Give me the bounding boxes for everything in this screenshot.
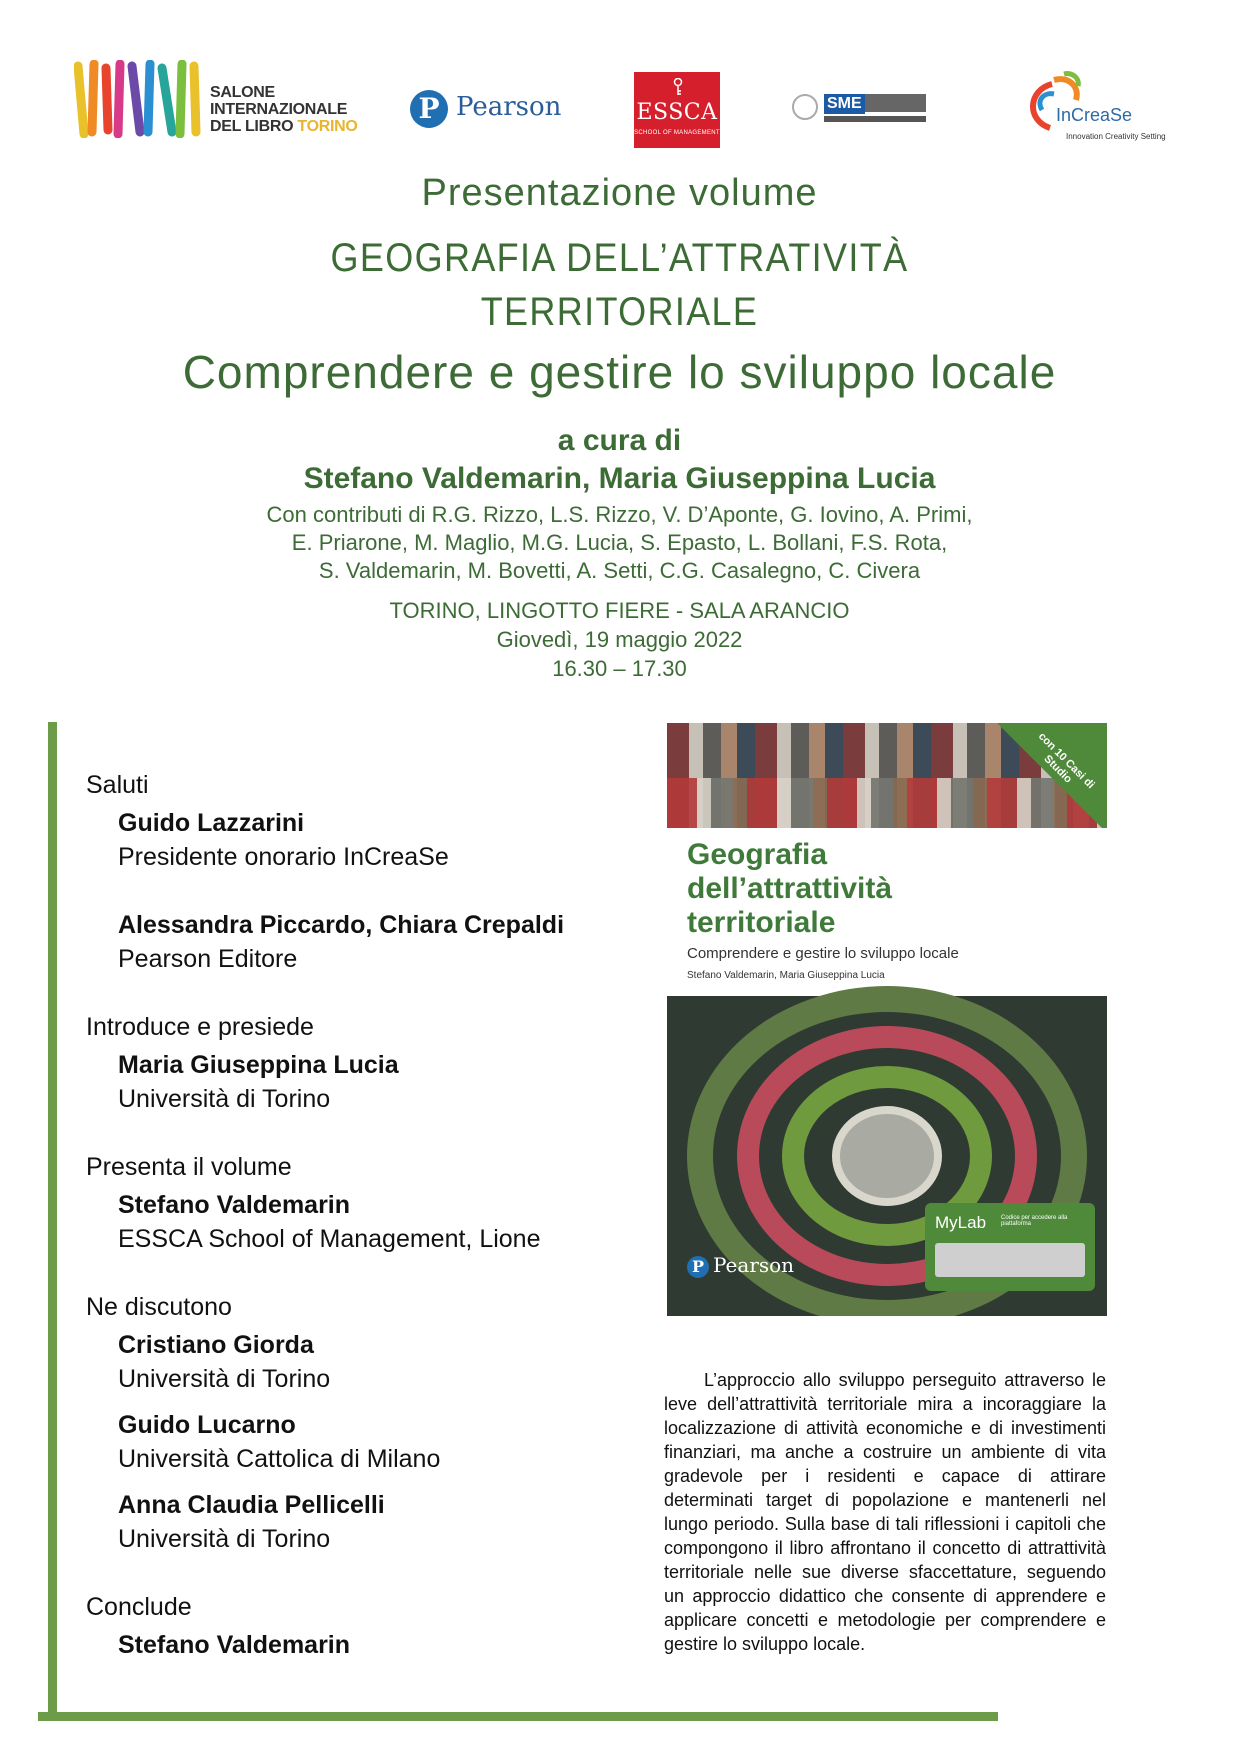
cover-publisher: P Pearson bbox=[687, 1253, 794, 1278]
event-date: Giovedì, 19 maggio 2022 bbox=[496, 627, 743, 652]
speaker-name: Anna Claudia Pellicelli bbox=[118, 1491, 385, 1519]
mylab-code-field bbox=[935, 1243, 1085, 1277]
increase-logo bbox=[1020, 70, 1170, 150]
sme-unito-logo bbox=[792, 92, 932, 124]
frame-horizontal-rule bbox=[38, 1712, 998, 1721]
essca-subtitle: SCHOOL OF MANAGEMENT bbox=[634, 130, 720, 136]
mylab-note: Codice per accedere alla piattaforma bbox=[1001, 1215, 1068, 1227]
essca-key-icon bbox=[672, 78, 684, 96]
event-time: 16.30 – 17.30 bbox=[552, 656, 687, 681]
speaker-affiliation: Presidente onorario InCreaSe bbox=[118, 843, 449, 871]
speaker-name: Alessandra Piccardo, Chiara Crepaldi bbox=[118, 911, 565, 939]
cover-badge-text: con 10 Casi di Studio bbox=[1035, 730, 1097, 792]
section-introduction: Introduce e presiede bbox=[86, 1013, 314, 1041]
mylab-code-box bbox=[925, 1203, 1095, 1291]
increase-tagline: Innovation Creativity Setting bbox=[1066, 132, 1166, 141]
speaker-affiliation: Università di Torino bbox=[118, 1525, 331, 1553]
salone-stripes-icon bbox=[74, 60, 204, 138]
sme-underbar bbox=[824, 116, 926, 122]
increase-wordmark: InCreaSe bbox=[1056, 105, 1133, 125]
section-discussion: Ne discutono bbox=[86, 1293, 232, 1321]
sme-wordmark: SME bbox=[824, 94, 865, 114]
speaker-affiliation: Università Cattolica di Milano bbox=[118, 1445, 441, 1473]
edited-by-label: a cura di bbox=[557, 424, 682, 457]
book-cover-image bbox=[667, 723, 1107, 1316]
contributors-line-3: S. Valdemarin, M. Bovetti, A. Setti, C.G. Casalegno, C. Civera bbox=[318, 558, 921, 583]
section-presentation: Presenta il volume bbox=[86, 1153, 292, 1181]
program-list bbox=[86, 768, 646, 1662]
contributors-line-1: Con contributi di R.G. Rizzo, L.S. Rizzo, V. D’Aponte, G. Iovino, A. Primi, bbox=[266, 502, 973, 527]
cover-center bbox=[832, 1106, 942, 1206]
mylab-label: MyLab bbox=[935, 1213, 987, 1232]
contributors-line-2: E. Priarone, M. Maglio, M.G. Lucia, S. Epasto, L. Bollani, F.S. Rota, bbox=[291, 530, 948, 555]
essca-logo bbox=[634, 72, 720, 148]
speaker-name: Cristiano Giorda bbox=[118, 1331, 314, 1359]
speaker-affiliation: ESSCA School of Management, Lione bbox=[118, 1225, 541, 1253]
speaker-affiliation: Università di Torino bbox=[118, 1085, 331, 1113]
pearson-p-icon: P bbox=[410, 90, 448, 128]
section-conclusion: Conclude bbox=[86, 1593, 192, 1621]
speaker-name: Stefano Valdemarin bbox=[118, 1191, 351, 1219]
speaker-affiliation: Università di Torino bbox=[118, 1365, 331, 1393]
cover-title: Geografia dell’attrattività territoriale bbox=[687, 838, 893, 939]
cover-authors: Stefano Valdemarin, Maria Giuseppina Lucia bbox=[687, 970, 885, 981]
sme-banner bbox=[860, 94, 926, 112]
pearson-wordmark: Pearson bbox=[456, 92, 562, 122]
university-seal-icon bbox=[792, 94, 818, 120]
salone-wordmark: SALONE INTERNAZIONALE DEL LIBRO TORINO bbox=[210, 84, 358, 135]
pearson-p-icon: P bbox=[687, 1256, 709, 1278]
book-title-line2: TERRITORIALE bbox=[480, 290, 759, 334]
essca-wordmark: ESSCA bbox=[636, 100, 718, 125]
speaker-affiliation: Pearson Editore bbox=[118, 945, 298, 973]
book-title-line1: GEOGRAFIA DELL’ATTRATIVITÀ bbox=[330, 236, 909, 280]
presentation-label: Presentazione volume bbox=[421, 172, 818, 214]
editors-names: Stefano Valdemarin, Maria Giuseppina Lucia bbox=[303, 462, 936, 495]
event-venue: TORINO, LINGOTTO FIERE - SALA ARANCIO bbox=[389, 598, 850, 623]
cover-subtitle: Comprendere e gestire lo sviluppo locale bbox=[687, 945, 959, 962]
pearson-logo bbox=[410, 88, 560, 138]
frame-vertical-rule bbox=[48, 722, 57, 1712]
book-description: L’approccio allo sviluppo perseguito attraverso le leve dell’attrattività territoriale mira a incoraggiare la localizzazione di attività economiche e di investimenti finanziari, ma anche a costruire un ambiente di vita gradevole per i residenti e capace di attirare determinati target di popolazione e mantenerli nel lungo periodo. Sulla base di tali riflessioni i capitoli che compongono il libro affrontano il concetto di attrattività territoriale nelle sue diverse sfaccettature, seguendo un approccio didattico che consente di apprendere e applicare concetti e metodologie per comprendere e gestire lo sviluppo locale. bbox=[664, 1370, 1106, 1654]
cover-title-panel bbox=[667, 828, 1107, 996]
book-subtitle: Comprendere e gestire lo sviluppo locale bbox=[182, 346, 1057, 398]
speaker-name: Guido Lazzarini bbox=[118, 809, 305, 837]
section-greetings: Saluti bbox=[86, 771, 149, 799]
speaker-name: Maria Giuseppina Lucia bbox=[118, 1051, 399, 1079]
speaker-name: Guido Lucarno bbox=[118, 1411, 296, 1439]
speaker-name: Stefano Valdemarin bbox=[118, 1631, 351, 1659]
salone-libro-logo bbox=[74, 58, 364, 138]
